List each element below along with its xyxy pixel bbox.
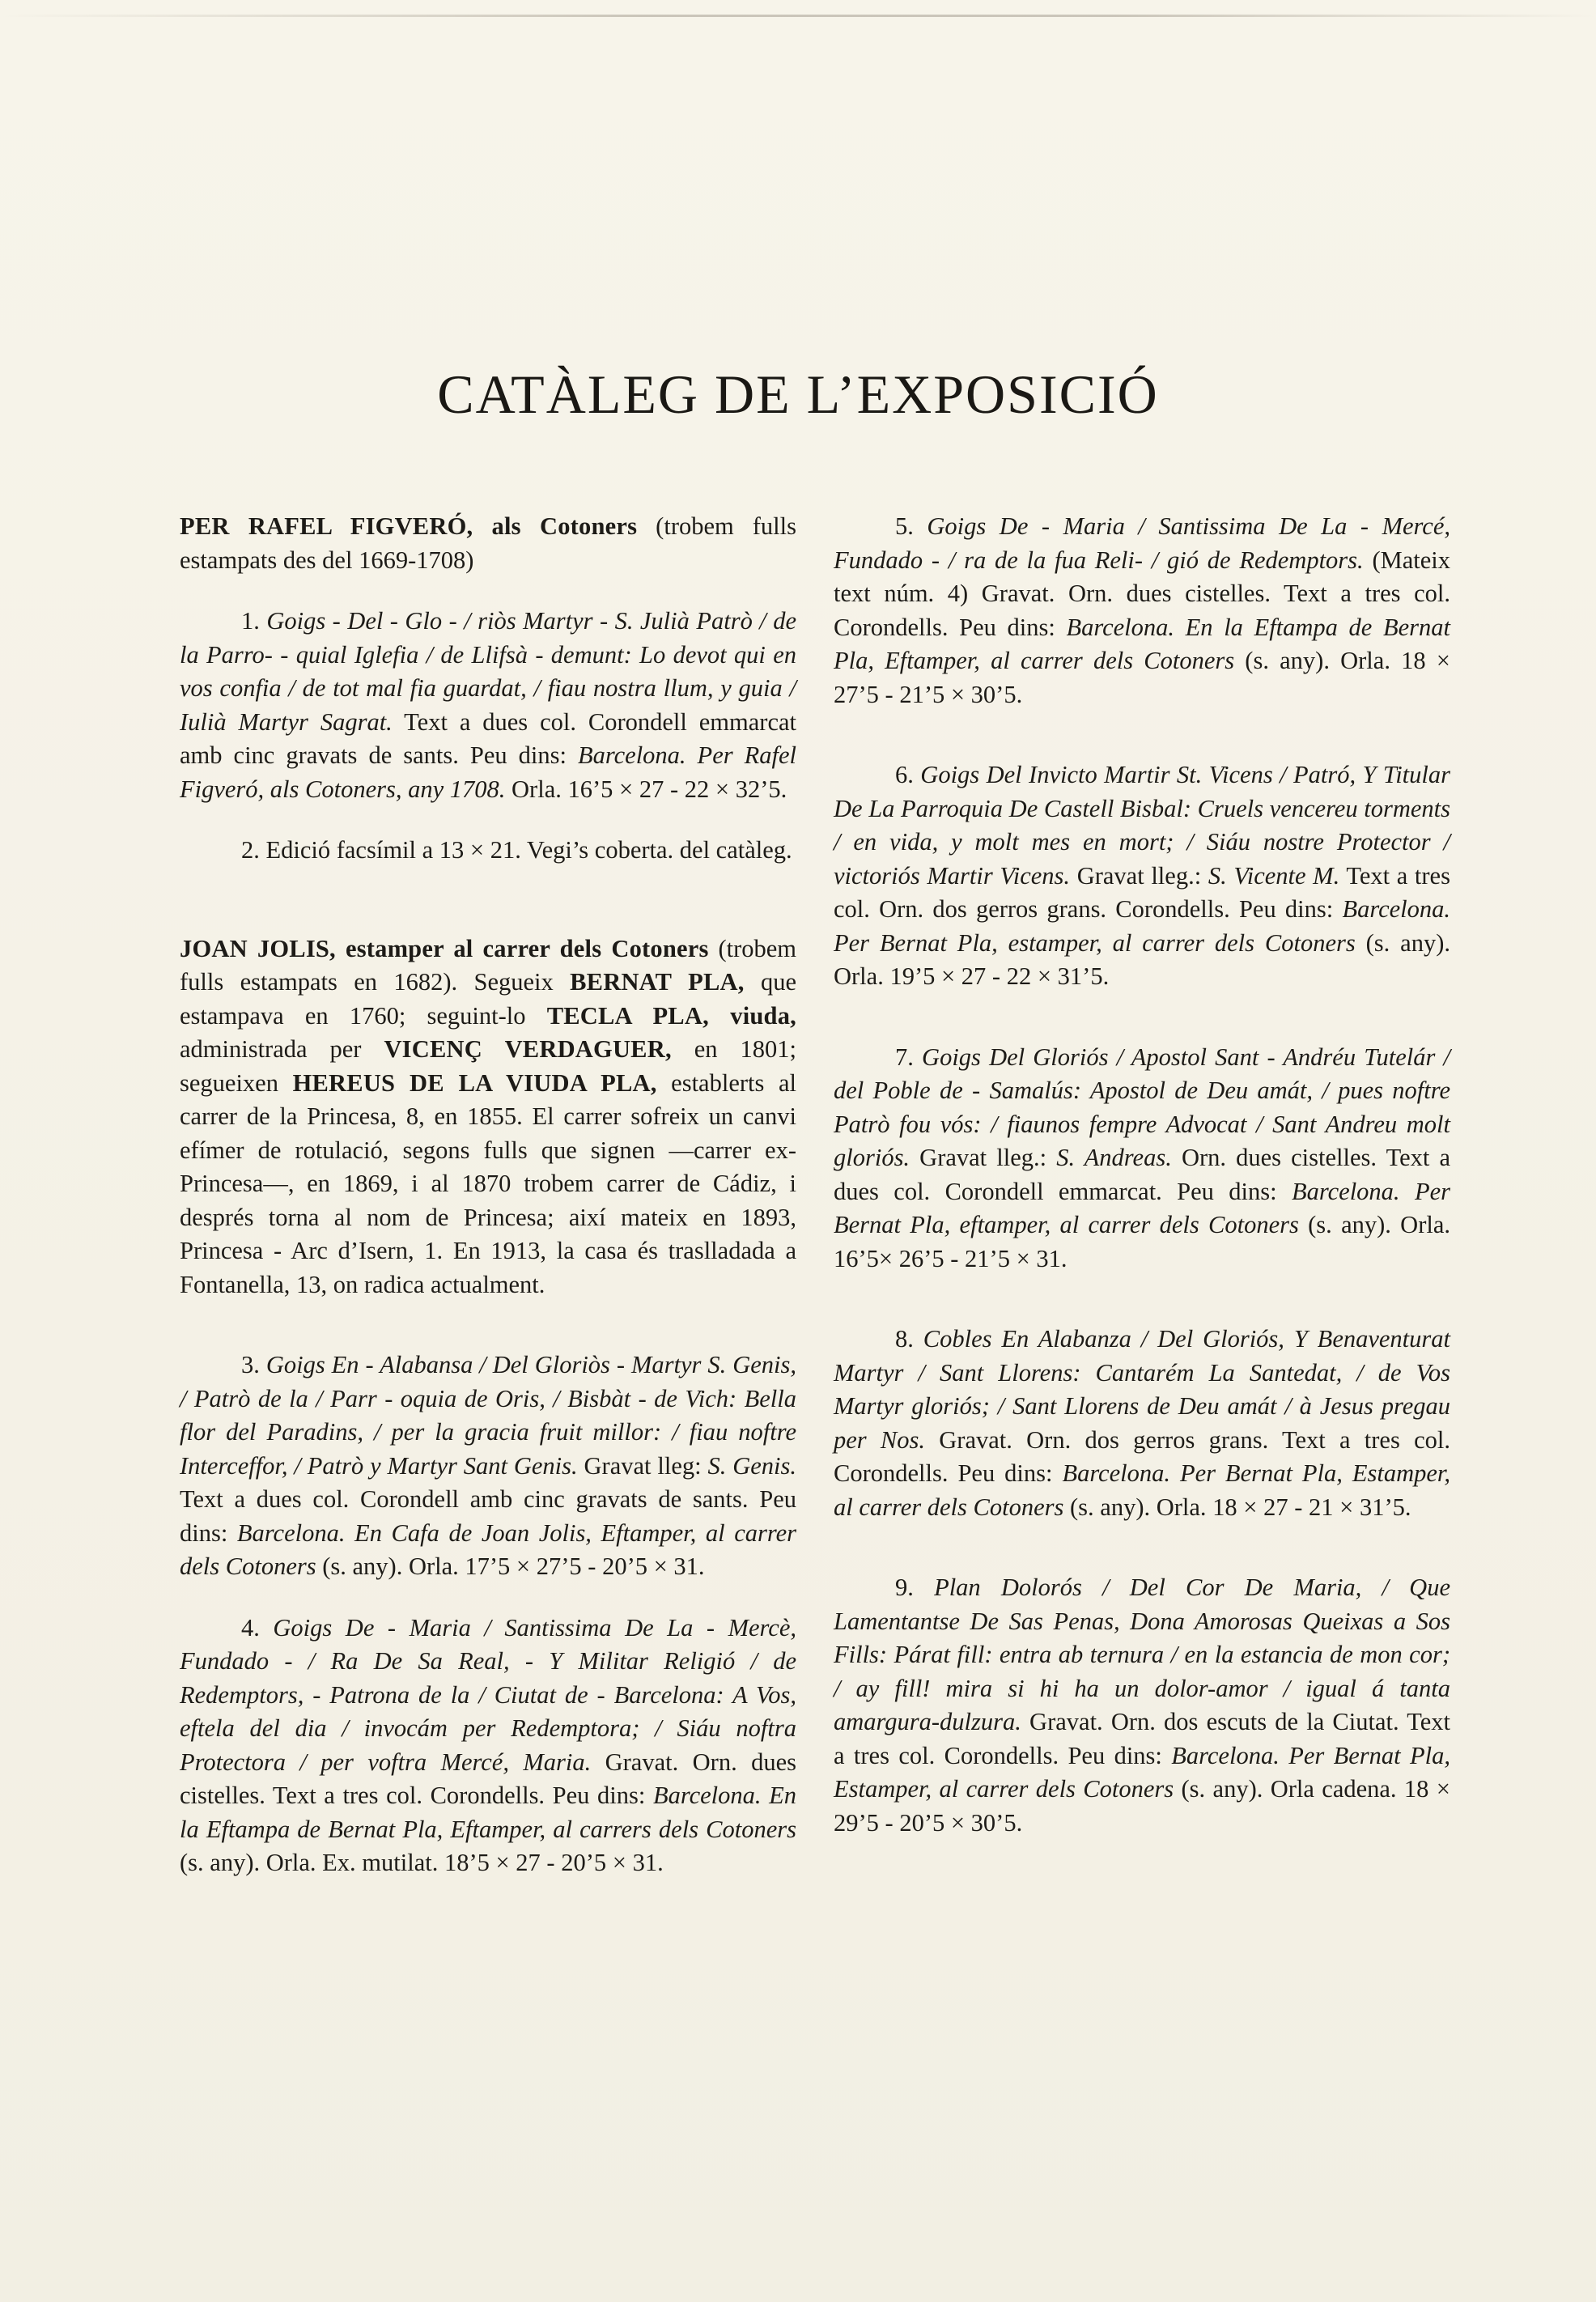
text-run: Cobles En Alabanza / Del Gloriós, Y Benaventurat Martyr / Sant Llorens: Cantarém La Santedat, / de Vos Martyr gloriós; / Sant Llorens de Deu amát / à Jesus pregau per Nos. bbox=[834, 1325, 1450, 1454]
text-run: TECLA PLA, viuda, bbox=[546, 1001, 796, 1030]
text-run: (s. any). Orla. 19’5 × 27 - 22 × 31’5. bbox=[834, 928, 1450, 990]
text-run: Goigs En - Alabansa / Del Gloriòs - Martyr S. Genis, / Patrò de la / Parr - oquia de Oris, / Bisbàt - de Vich: Bella flor del Paradins, / per la gracia fruit millor: / fiau noftre Interceffor, / Patrò y Martyr Sant Genis. bbox=[180, 1351, 796, 1480]
text-run: 4. bbox=[241, 1613, 274, 1642]
text-run: Orla. 16’5 × 27 - 22 × 32’5. bbox=[505, 775, 787, 803]
catalog-entry-6 bbox=[834, 758, 1450, 994]
text-run: que estampava en 1760; seguint-lo bbox=[180, 968, 797, 1030]
text-run: establerts al carrer de la Princesa, 8, en 1855. El carrer sofreix un canvi efímer de rotulació, segons fulls que signen —carrer ex-Princesa—, en 1869, i al 1870 trobem carrer de Cádiz, i després torna al nom de Princesa; així mateix en 1893, Princesa - Arc d’Isern, 1. En 1913, la casa és traslladada a Fontanella, 13, on radica actualment. bbox=[180, 1068, 796, 1298]
text-run: Text a tres col. Orn. dos gerros grans. Corondells. Peu dins: bbox=[834, 861, 1450, 923]
catalog-entry-1 bbox=[180, 605, 796, 806]
text-run: PER RAFEL FIGVERÓ, als Cotoners bbox=[180, 512, 638, 540]
text-run: Text a dues col. Corondell amb cinc gravats de sants. Peu dins: bbox=[180, 1485, 796, 1547]
text-run: S. Genis. bbox=[707, 1451, 796, 1480]
text-run: (Mateix text núm. 4) Gravat. Orn. dues cistelles. Text a tres col. Corondells. Peu dins: bbox=[834, 546, 1450, 641]
catalog-entry-7 bbox=[834, 1041, 1450, 1276]
text-run: JOAN JOLIS, estamper al carrer dels Cotoners bbox=[180, 934, 709, 962]
text-run: (s. any). Orla. 18 × 27 - 21 × 31’5. bbox=[1063, 1493, 1411, 1521]
text-run: HEREUS DE LA VIUDA PLA, bbox=[292, 1068, 657, 1097]
text-run: Gravat. Orn. dos gerros grans. Text a tres col. Corondells. Peu dins: bbox=[834, 1425, 1450, 1487]
text-run: 7. bbox=[895, 1043, 923, 1071]
catalog-entry-4 bbox=[180, 1612, 796, 1880]
text-run: 9. bbox=[895, 1574, 935, 1601]
text-run: (s. any). Orla. Ex. mutilat. 18’5 × 27 - 20’5 × 31. bbox=[180, 1849, 664, 1876]
text-run: Gravat lleg.: bbox=[910, 1144, 1057, 1171]
right-column bbox=[834, 510, 1450, 1840]
text-run: Goigs Del Invicto Martir St. Vicens / Patró, Y Titular De La Parroquia De Castell Bisbal: Cruels vencereu torments / en vida, y molt mes en mort; / Siáu nostre Protector / victoriós Martir Vicens. bbox=[834, 761, 1450, 890]
text-run: Barcelona. En Cafa de Joan Jolis, Eftamper, al carrer dels Cotoners bbox=[180, 1518, 796, 1580]
text-run: Plan Dolorós / Del Cor De Maria, / Que Lamentantse De Sas Penas, Dona Amorosas Queixas a Sos Fills: Párat fill: entra ab ternura / en la estancia de mon cor; / ay fill! mira si hi ha un dolor-amor / igual á tanta amargura-dulzura. bbox=[834, 1574, 1450, 1735]
page-edge-shadow bbox=[0, 15, 1596, 17]
text-run: Barcelona. Per Bernat Pla, estamper, al carrer dels Cotoners bbox=[834, 895, 1450, 957]
text-run: 8. bbox=[895, 1325, 923, 1353]
page-title: CATÀLEG DE L’EXPOSICIÓ bbox=[437, 363, 1159, 425]
text-run: 1. bbox=[241, 607, 267, 635]
text-run: 5. bbox=[895, 512, 927, 540]
text-run: Barcelona. Per Bernat Pla, eftamper, al carrer dels Cotoners bbox=[834, 1177, 1450, 1238]
text-run: Gravat. Orn. dos escuts de la Ciutat. Text a tres col. Corondells. Peu dins: bbox=[834, 1708, 1450, 1769]
text-run: VICENÇ VERDAGUER, bbox=[384, 1035, 672, 1063]
text-run: Gravat lleg.: bbox=[1070, 861, 1208, 890]
text-run: (trobem fulls estampats en 1682). Segueix bbox=[180, 934, 796, 996]
catalog-entry-9 bbox=[834, 1571, 1450, 1840]
text-run: Barcelona. Per Bernat Pla, Estamper, al carrer dels Cotoners bbox=[834, 1741, 1450, 1803]
text-run: en 1801; segueixen bbox=[180, 1035, 796, 1097]
text-run: Gravat lleg: bbox=[577, 1451, 708, 1480]
text-run: Text a dues col. Corondell emmarcat amb cinc gravats de sants. Peu dins: bbox=[180, 707, 796, 769]
text-run: S. Vicente M. bbox=[1208, 861, 1340, 890]
text-run: S. Andreas. bbox=[1056, 1144, 1172, 1171]
text-run: BERNAT PLA, bbox=[570, 968, 745, 996]
text-run: Barcelona. Per Bernat Pla, Estamper, al carrer dels Cotoners bbox=[834, 1459, 1450, 1521]
section-intro-figvero bbox=[180, 510, 796, 577]
text-run: Barcelona. Per Rafel Figveró, als Cotoners, any 1708. bbox=[180, 741, 796, 803]
left-column bbox=[180, 510, 796, 1880]
text-run: 3. bbox=[241, 1351, 266, 1378]
text-run: (s. any). Orla. 18 × 27’5 - 21’5 × 30’5. bbox=[834, 647, 1450, 708]
text-run: 2. Edició facsímil a 13 × 21. Vegi’s coberta. del catàleg. bbox=[241, 836, 792, 864]
text-run: (trobem fulls estampats des del 1669-1708) bbox=[180, 512, 796, 574]
text-run: Orn. dues cistelles. Text a dues col. Corondell emmarcat. Peu dins: bbox=[834, 1144, 1450, 1205]
text-run: Goigs Del Gloriós / Apostol Sant - Andréu Tutelár / del Poble de - Samalús: Apostol de Deu amát, / pues noftre Patrò fou vós: / fiaunos fempre Advocat / Sant Andreu molt gloriós. bbox=[834, 1043, 1451, 1171]
text-run: (s. any). Orla cadena. 18 × 29’5 - 20’5 × 30’5. bbox=[834, 1775, 1451, 1837]
section-intro-jolis bbox=[180, 932, 796, 1302]
text-run: Goigs De - Maria / Santissima De La - Mercé, Fundado - / ra de la fua Reli- / gió de Redemptors. bbox=[834, 512, 1450, 574]
text-run: (s. any). Orla. 17’5 × 27’5 - 20’5 × 31. bbox=[316, 1552, 705, 1580]
catalog-entry-8 bbox=[834, 1323, 1450, 1524]
text-run: administrada per bbox=[180, 1035, 384, 1063]
text-run: Barcelona. En la Eftampa de Bernat Pla, Eftamper, al carrers dels Cotoners bbox=[180, 1782, 796, 1843]
text-run: Goigs De - Maria / Santissima De La - Mercè, Fundado - / Ra De Sa Real, - Y Militar Religió / de Redemptors, - Patrona de la / Ciutat de - Barcelona: A Vos, eftela del dia / invocám per Redemptora; / Siáu noftra Protectora / per voftra Mercé, Maria. bbox=[180, 1613, 796, 1776]
text-run: (s. any). Orla. 16’5× 26’5 - 21’5 × 31. bbox=[834, 1211, 1450, 1272]
text-run: Barcelona. En la Eftampa de Bernat Pla, Eftamper, al carrer dels Cotoners bbox=[834, 613, 1450, 674]
catalog-entry-5 bbox=[834, 510, 1450, 711]
text-run: 6. bbox=[895, 761, 921, 788]
text-run: Gravat. Orn. dues cistelles. Text a tres col. Corondells. Peu dins: bbox=[180, 1748, 796, 1809]
catalog-entry-3 bbox=[180, 1348, 796, 1584]
catalog-entry-2 bbox=[180, 834, 796, 868]
text-run: Goigs - Del - Glo - / riòs Martyr - S. Julià Patrò / de la Parro- - quial Iglefia / de Llifsà - demunt: Lo devot qui en vos confia / de tot mal fia guardat, / fiau nostra llum, y guia / Iulià Martyr Sagrat. bbox=[180, 607, 796, 736]
